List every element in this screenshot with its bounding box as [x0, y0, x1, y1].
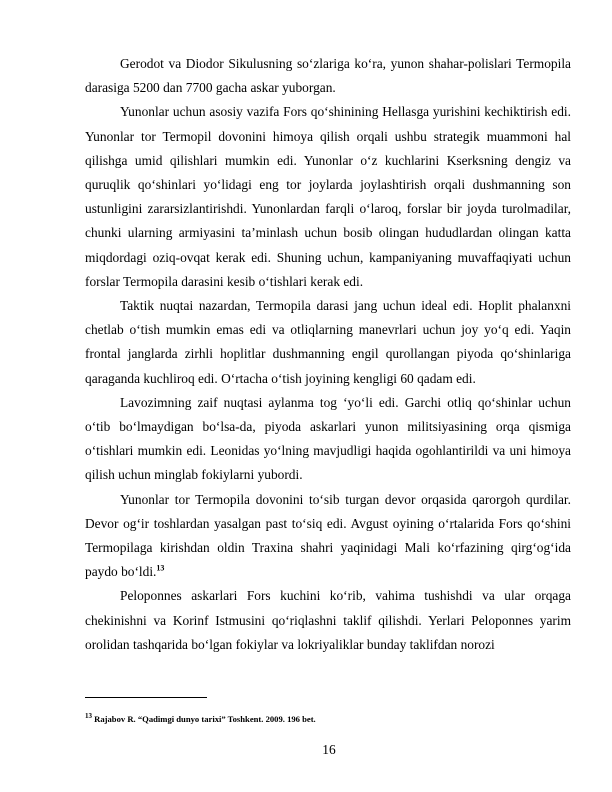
- footnote-separator: [85, 697, 207, 698]
- document-body: [85, 52, 571, 657]
- footnote-reference: 13: [156, 563, 165, 573]
- paragraph-1: Gerodot va Diodor Sikulusning soʻzlariga koʻra, yunon shahar-polislari Termopila darasiga 5200 dan 7700 gacha askar yuborgan.: [85, 56, 571, 96]
- page-number: 16: [322, 742, 336, 757]
- paragraph-6: Peloponnes askarlari Fors kuchini koʻrib, vahima tushishdi va ular orqaga chekinishni va Korinf Istmusini qoʻriqlashni taklif qilishdi. Yerlari Peloponnes yarim orolidan tashqarida boʻlgan fokiylar va lokriyaliklar bunday taklifdan norozi: [85, 588, 571, 652]
- paragraph-5: [85, 488, 571, 585]
- paragraph-4: Lavozimning zaif nuqtasi aylanma tog ʻyoʻli edi. Garchi otliq qoʻshinlar uchun oʻtib boʻlmaydigan boʻlsa-da, piyoda askarlari yunon militsiyasining orqa qismiga oʻtishlari mumkin edi. Leonidas yoʻlning mavjudligi haqida ogohlantirildi va uni himoya qilish uchun minglab fokiylarni yubordi.: [85, 394, 571, 483]
- paragraph-5-text: Yunonlar tor Termopila dovonini toʻsib turgan devor orqasida qarorgoh qurdilar. Devor ogʻir toshlardan yasalgan past toʻsiq edi. Avgust oyining oʻrtalarida Fors qoʻshini Termopilaga kirishdan oldin Traxina shahri yaqinidagi Mali koʻrfazining qirgʻogʻida paydo boʻldi.: [85, 491, 571, 580]
- footnote-text: Rajabov R. “Qadimgi dunyo tarixi” Toshkent. 2009. 196 bet.: [92, 714, 316, 724]
- paragraph-3: Taktik nuqtai nazardan, Termopila darasi jang uchun ideal edi. Hoplit phalanxni chetlab oʻtish mumkin emas edi va otliqlarning manevrlari uchun joy yoʻq edi. Yaqin frontal janglarda zirhli hoplitlar dushmanning engil qurollangan piyoda qoʻshinlariga qaraganda kuchliroq edi. Oʻrtacha oʻtish joyining kengligi 60 qadam edi.: [85, 298, 571, 386]
- footnote: [85, 713, 571, 725]
- paragraph-2: Yunonlar uchun asosiy vazifa Fors qoʻshinining Hellasga yurishini kechiktirish edi. Yunonlar tor Termopil dovonini himoya qilish orqali ushbu strategik muammoni hal qilishga umid qilishlari mumkin edi. Yunonlar oʻz kuchlarini Kserksning dengiz va quruqlik qoʻshinlari yoʻlidagi eng tor joylarda joylashtirish orqali dushmanning son ustunligini zararsizlantirishdi. Yunonlardan farqli oʻlaroq, forslar bir joyda turolmadilar, chunki ularning armiyasini taʼminlash uchun bosib olingan hududlardan olingan katta miqdordagi oziq-ovqat kerak edi. Shuning uchun, kampaniyaning muvaffaqiyati uchun forslar Termopila darasini kesib oʻtishlari kerak edi.: [85, 104, 571, 289]
- footnote-number: 13: [85, 712, 92, 721]
